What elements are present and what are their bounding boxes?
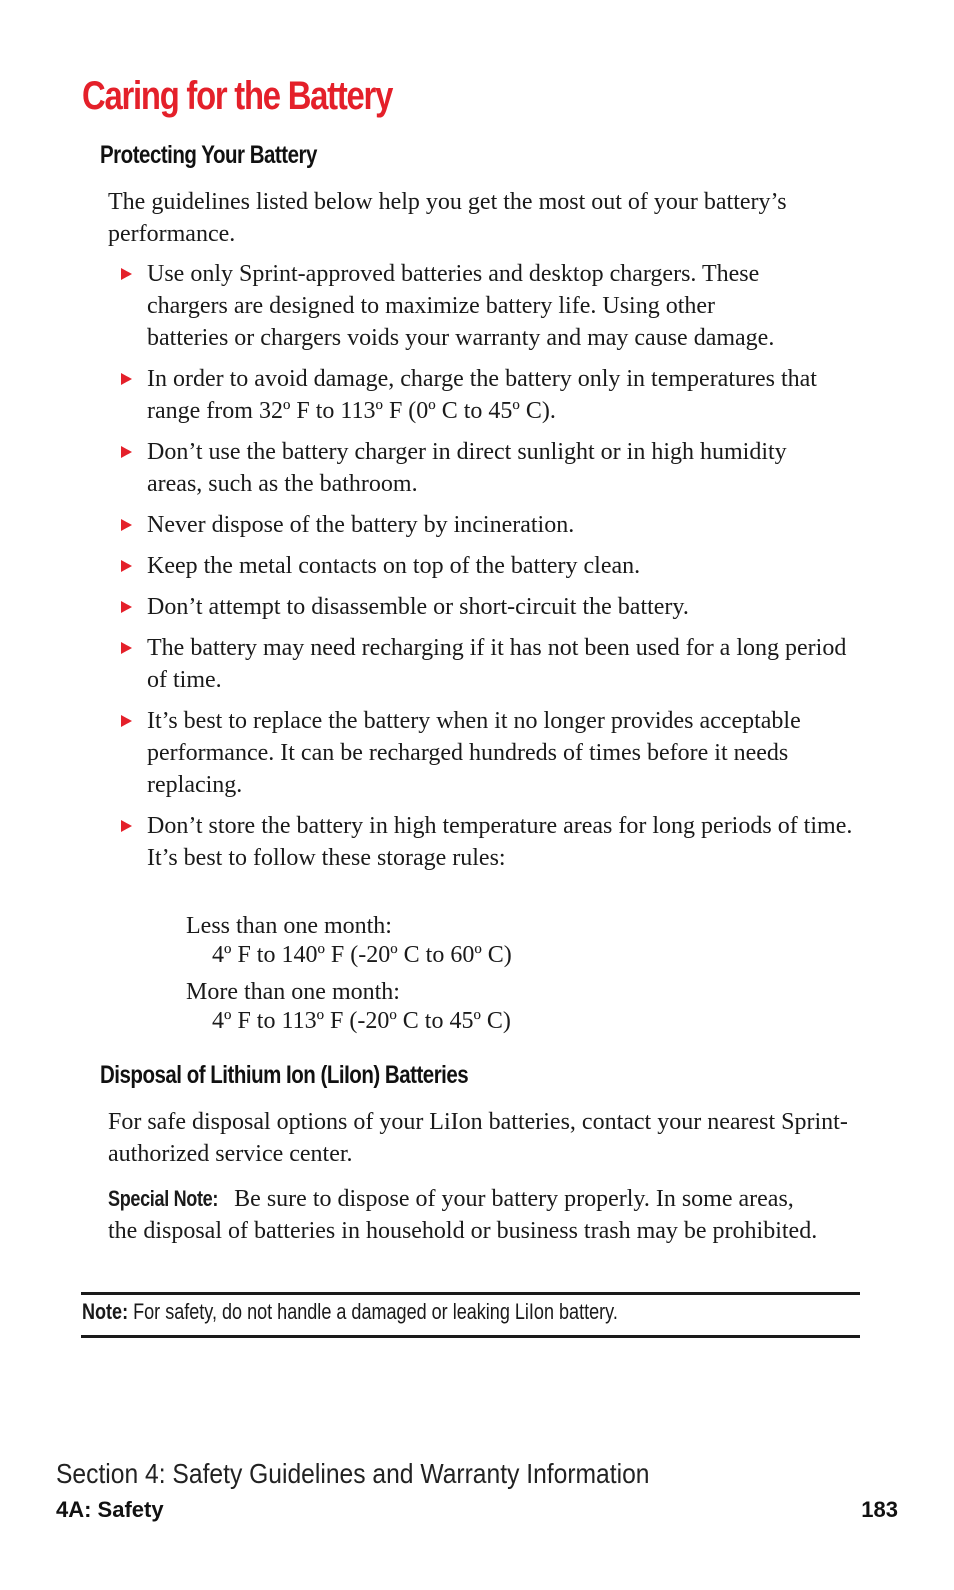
bullet-triangle-icon (121, 268, 132, 280)
protecting-intro-text: The guidelines listed below help you get the most out of your battery’s performance. (108, 189, 787, 247)
note-label: Note: (82, 1299, 129, 1324)
disposal-paragraph: For safe disposal options of your LiIon batteries, contact your nearest Sprint-authorized service center. (108, 1109, 848, 1167)
page-title: Caring for the Battery (82, 74, 393, 118)
disposal-text (108, 1106, 868, 1170)
list-item (118, 550, 868, 582)
list-item (118, 258, 868, 354)
battery-guidelines-list (118, 258, 868, 883)
special-note (108, 1183, 828, 1247)
storage-rule-short (186, 912, 512, 970)
storage-rule-label: More than one month: (186, 979, 400, 1005)
storage-rule-label: Less than one month: (186, 913, 392, 939)
bullet-triangle-icon (121, 373, 132, 385)
footer-section-title: Section 4: Safety Guidelines and Warranty Information (56, 1458, 650, 1489)
note-top-divider (81, 1292, 860, 1295)
list-item-text: Don’t attempt to disassemble or short-circuit the battery. (147, 594, 689, 620)
list-item (118, 705, 868, 801)
list-item-text: It’s best to replace the battery when it no longer provides acceptable performance. It can be recharged hundreds of times before it needs replacing. (147, 708, 801, 798)
bullet-triangle-icon (121, 642, 132, 654)
note-bottom-divider (81, 1335, 860, 1338)
bullet-triangle-icon (121, 446, 132, 458)
list-item (118, 591, 868, 623)
storage-rule-range: 4º F to 113º F (-20º C to 45º C) (212, 1008, 511, 1034)
storage-rule-long (186, 978, 511, 1036)
list-item-text: Use only Sprint-approved batteries and desktop chargers. These chargers are designed to maximize battery life. Using other batteries or chargers voids your warranty and may cause damage. (147, 261, 775, 351)
special-note-label: Special Note: (108, 1186, 219, 1211)
list-item (118, 363, 868, 427)
storage-rule-range: 4º F to 140º F (-20º C to 60º C) (212, 942, 512, 968)
list-item-text: Don’t store the battery in high temperature areas for long periods of time. It’s best to follow these storage rules: (147, 813, 853, 871)
special-note-paragraph (108, 1183, 828, 1247)
list-item-text: Never dispose of the battery by incineration. (147, 512, 575, 538)
bullet-triangle-icon (121, 820, 132, 832)
safety-note (82, 1299, 618, 1325)
footer-chapter: 4A: Safety (56, 1497, 164, 1522)
note-text: For safety, do not handle a damaged or leaking LiIon battery. (133, 1299, 618, 1324)
bullet-triangle-icon (121, 560, 132, 572)
list-item-text: Keep the metal contacts on top of the battery clean. (147, 553, 641, 579)
list-item (118, 509, 868, 541)
bullet-triangle-icon (121, 715, 132, 727)
page-number: 183 (861, 1497, 898, 1522)
bullet-triangle-icon (121, 519, 132, 531)
list-item-text: Don’t use the battery charger in direct sunlight or in high humidity areas, such as the bathroom. (147, 439, 787, 497)
list-item (118, 436, 868, 500)
list-item-text: In order to avoid damage, charge the battery only in temperatures that range from 32º F to 113º F (0º C to 45º C). (147, 366, 817, 424)
section-heading-disposal: Disposal of Lithium Ion (LiIon) Batteries (100, 1061, 469, 1089)
protecting-intro (108, 186, 868, 250)
section-heading-protecting: Protecting Your Battery (100, 141, 317, 169)
list-item-text: The battery may need recharging if it has not been used for a long period of time. (147, 635, 847, 693)
special-note-text: Be sure to dispose of your battery properly. In some areas, the disposal of batteries in household or business trash may be prohibited. (108, 1186, 818, 1244)
list-item (118, 632, 868, 696)
list-item (118, 810, 868, 874)
bullet-triangle-icon (121, 601, 132, 613)
